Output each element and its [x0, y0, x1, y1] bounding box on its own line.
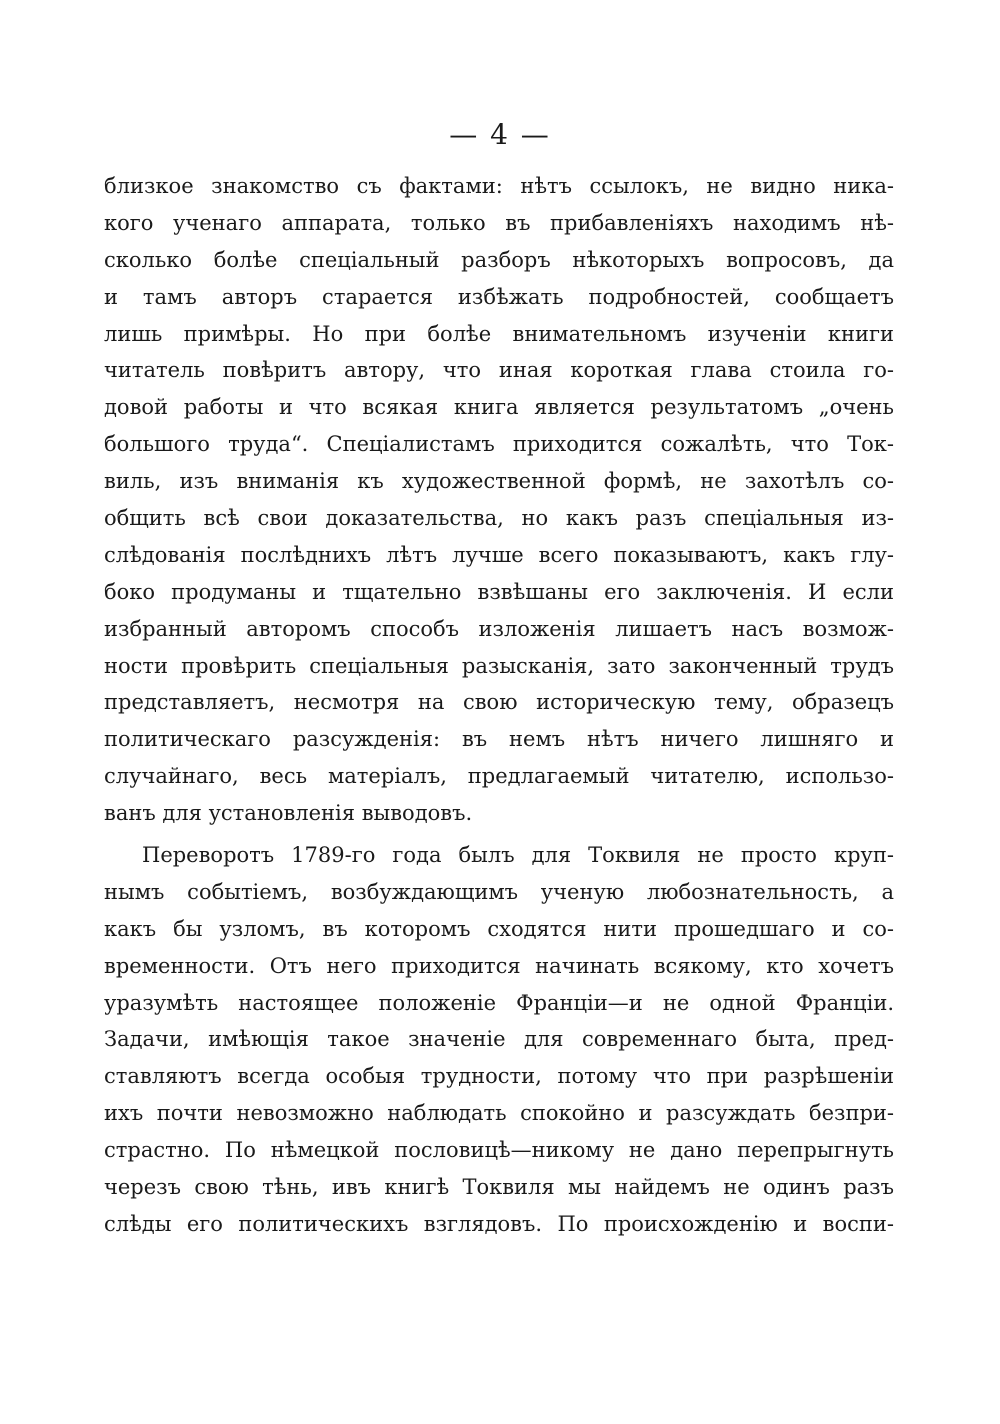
text-line: Задачи, имѣющія такое значеніе для современнаго быта, пред-: [104, 1027, 894, 1052]
text-line: читатель повѣритъ автору, что иная короткая глава стоила го-: [104, 358, 894, 383]
text-line: ности провѣрить спеціальныя разысканія, зато законченный трудъ: [104, 653, 894, 678]
text-line: ихъ почти невозможно наблюдать спокойно и разсуждать безпри-: [104, 1101, 894, 1126]
text-line: боко продуманы и тщательно взвѣшаны его заключенія. И если: [104, 579, 894, 604]
text-line: лишь примѣры. Но при болѣе внимательномъ изученіи книги: [104, 321, 894, 346]
text-line: ванъ для установленія выводовъ.: [104, 801, 473, 826]
text-line: виль, изъ вниманія къ художественной формѣ, не захотѣлъ со-: [104, 469, 894, 494]
text-line: большого труда“. Спеціалистамъ приходится сожалѣть, что Ток-: [104, 432, 894, 457]
text-line: избранный авторомъ способъ изложенія лишаетъ насъ возмож-: [104, 616, 894, 641]
page-number: — 4 —: [449, 118, 551, 151]
paragraph-2: [104, 837, 894, 1243]
text-line: слѣдованія послѣднихъ лѣтъ лучше всего показываютъ, какъ глу-: [104, 542, 894, 567]
text-line: черезъ свою тѣнь, ивъ книгѣ Токвиля мы найдемъ не одинъ разъ: [104, 1175, 894, 1200]
text-line: близкое знакомство съ фактами: нѣтъ ссылокъ, не видно ника-: [104, 174, 894, 198]
text-line: ставляютъ всегда особыя трудности, потому что при разрѣшеніи: [104, 1064, 894, 1089]
text-line: довой работы и что всякая книга является результатомъ „очень: [104, 395, 894, 420]
text-line: представляетъ, несмотря на свою историческую тему, образецъ: [104, 690, 894, 715]
body-text: [104, 168, 894, 1243]
text-line: слѣды его политическихъ взглядовъ. По происхожденію и воспи-: [104, 1211, 894, 1236]
text-line: сколько болѣе спеціальный разборъ нѣкоторыхъ вопросовъ, да: [104, 247, 894, 272]
text-line: политическаго разсужденія: въ немъ нѣтъ ничего лишняго и: [104, 727, 894, 752]
paragraph-1: [104, 168, 894, 832]
text-line: какъ бы узломъ, въ которомъ сходятся нити прошедшаго и со-: [104, 916, 894, 941]
text-line: кого ученаго аппарата, только въ прибавленіяхъ находимъ нѣ-: [104, 210, 894, 235]
text-line: временности. Отъ него приходится начинать всякому, кто хочетъ: [104, 953, 894, 978]
text-line: и тамъ авторъ старается избѣжать подробностей, сообщаетъ: [104, 284, 894, 309]
text-line: уразумѣть настоящее положеніе Франціи—и не одной Франціи.: [104, 990, 894, 1015]
text-line: Переворотъ 1789-го года былъ для Токвиля не просто круп-: [142, 843, 894, 868]
text-line: общить всѣ свои доказательства, но какъ разъ спеціальныя из-: [104, 506, 894, 531]
text-line: страстно. По нѣмецкой пословицѣ—никому не дано перепрыгнуть: [104, 1138, 894, 1163]
text-line: нымъ событіемъ, возбуждающимъ ученую любознательность, а: [104, 879, 894, 904]
text-line: случайнаго, весь матеріалъ, предлагаемый читателю, использо-: [104, 764, 894, 789]
